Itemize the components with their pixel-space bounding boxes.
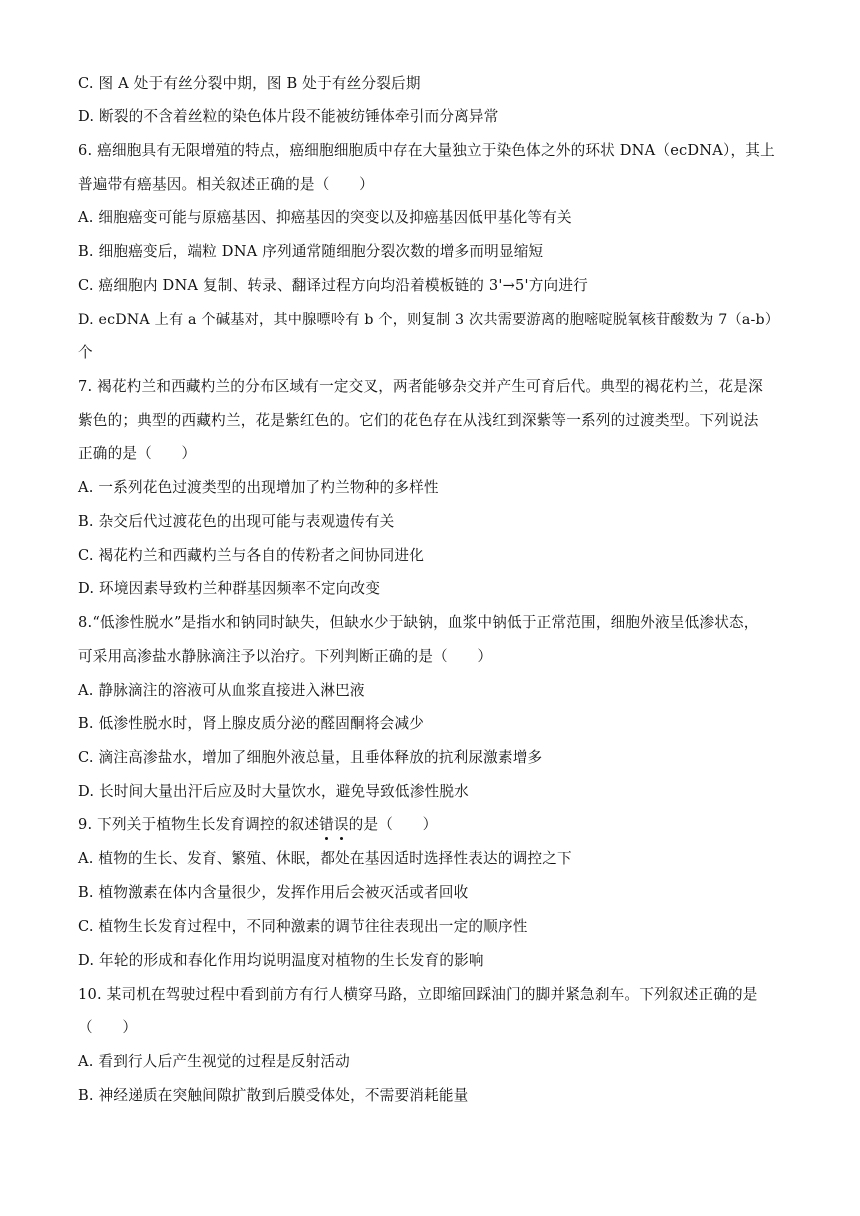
q9-emphasis-char-2: 误 bbox=[333, 816, 349, 833]
q7-stem-line-3: 正确的是（ ） bbox=[78, 445, 197, 462]
q8-stem-line-1: 8.“低渗性脱水”是指水和钠同时缺失，但缺水少于缺钠，血浆中钠低于正常范围，细胞外液呈低渗状态， bbox=[78, 614, 759, 631]
q6-option-a: A. 细胞癌变可能与原癌基因、抑癌基因的突变以及抑癌基因低甲基化等有关 bbox=[78, 209, 572, 226]
q10-option-a: A. 看到行人后产生视觉的过程是反射活动 bbox=[78, 1053, 350, 1070]
q8-option-d: D. 长时间大量出汗后应及时大量饮水，避免导致低渗性脱水 bbox=[78, 783, 469, 800]
q7-option-c: C. 褐花杓兰和西藏杓兰与各自的传粉者之间协同进化 bbox=[78, 547, 424, 564]
q7-stem-line-2: 紫色的；典型的西藏杓兰，花是紫红色的。它们的花色存在从浅红到深紫等一系列的过渡类型。下列说法 bbox=[78, 412, 759, 429]
q9-stem bbox=[78, 815, 784, 835]
q8-option-a: A. 静脉滴注的溶液可从血浆直接进入淋巴液 bbox=[78, 682, 365, 699]
q6-option-d-line-1: D. ecDNA 上有 a 个碱基对，其中腺嘌呤有 b 个，则复制 3 次共需要游离的胞嘧啶脱氧核苷酸数为 7（a-b） bbox=[78, 312, 780, 328]
q9-option-a: A. 植物的生长、发育、繁殖、休眠，都处在基因适时选择性表达的调控之下 bbox=[78, 850, 572, 867]
q7-stem-line-1: 7. 褐花杓兰和西藏杓兰的分布区域有一定交叉，两者能够杂交并产生可育后代。典型的褐花杓兰，花是深 bbox=[78, 378, 763, 395]
q6-stem-line-1: 6. 癌细胞具有无限增殖的特点，癌细胞细胞质中存在大量独立于染色体之外的环状 DNA（ecDNA），其上 bbox=[78, 142, 775, 159]
q9-option-d: D. 年轮的形成和春化作用均说明温度对植物的生长发育的影响 bbox=[78, 952, 484, 969]
q6-stem-line-2: 普遍带有癌基因。相关叙述正确的是（ ） bbox=[78, 176, 374, 193]
q7-option-d: D. 环境因素导致杓兰种群基因频率不定向改变 bbox=[78, 580, 381, 597]
q9-emphasis-char-1: 错 bbox=[319, 816, 334, 833]
q10-option-b: B. 神经递质在突触间隙扩散到后膜受体处，不需要消耗能量 bbox=[78, 1087, 469, 1104]
q10-stem-line-2: （ ） bbox=[78, 1019, 138, 1036]
q8-option-b: B. 低渗性脱水时，肾上腺皮质分泌的醛固酮将会减少 bbox=[78, 715, 425, 732]
q8-option-c: C. 滴注高渗盐水，增加了细胞外液总量，且垂体释放的抗利尿激素增多 bbox=[78, 749, 543, 766]
q9-stem-suffix: 的是（ ） bbox=[348, 816, 438, 833]
q10-stem-line-1: 10. 某司机在驾驶过程中看到前方有行人横穿马路，立即缩回踩油门的脚并紧急刹车。下列叙述正确的是 bbox=[78, 986, 758, 1003]
q9-option-c: C. 植物生长发育过程中，不同种激素的调节往往表现出一定的顺序性 bbox=[78, 918, 528, 935]
q6-option-d-line-2: 个 bbox=[78, 344, 93, 361]
q6-option-b: B. 细胞癌变后，端粒 DNA 序列通常随细胞分裂次数的增多而明显缩短 bbox=[78, 243, 544, 260]
q9-stem-prefix: 9. 下列关于植物生长发育调控的叙述 bbox=[78, 816, 320, 833]
q6-option-c: C. 癌细胞内 DNA 复制、转录、翻译过程方向均沿着模板链的 3'→5'方向进行 bbox=[78, 277, 588, 294]
q9-option-b: B. 植物激素在体内含量很少，发挥作用后会被灭活或者回收 bbox=[78, 884, 469, 901]
q7-option-b: B. 杂交后代过渡花色的出现可能与表观遗传有关 bbox=[78, 513, 395, 530]
q5-option-d: D. 断裂的不含着丝粒的染色体片段不能被纺锤体牵引而分离异常 bbox=[78, 108, 499, 125]
q8-stem-line-2: 可采用高渗盐水静脉滴注予以治疗。下列判断正确的是（ ） bbox=[78, 648, 493, 665]
q5-option-c: C. 图 A 处于有丝分裂中期，图 B 处于有丝分裂后期 bbox=[78, 75, 421, 92]
q7-option-a: A. 一系列花色过渡类型的出现增加了杓兰物种的多样性 bbox=[78, 479, 439, 496]
